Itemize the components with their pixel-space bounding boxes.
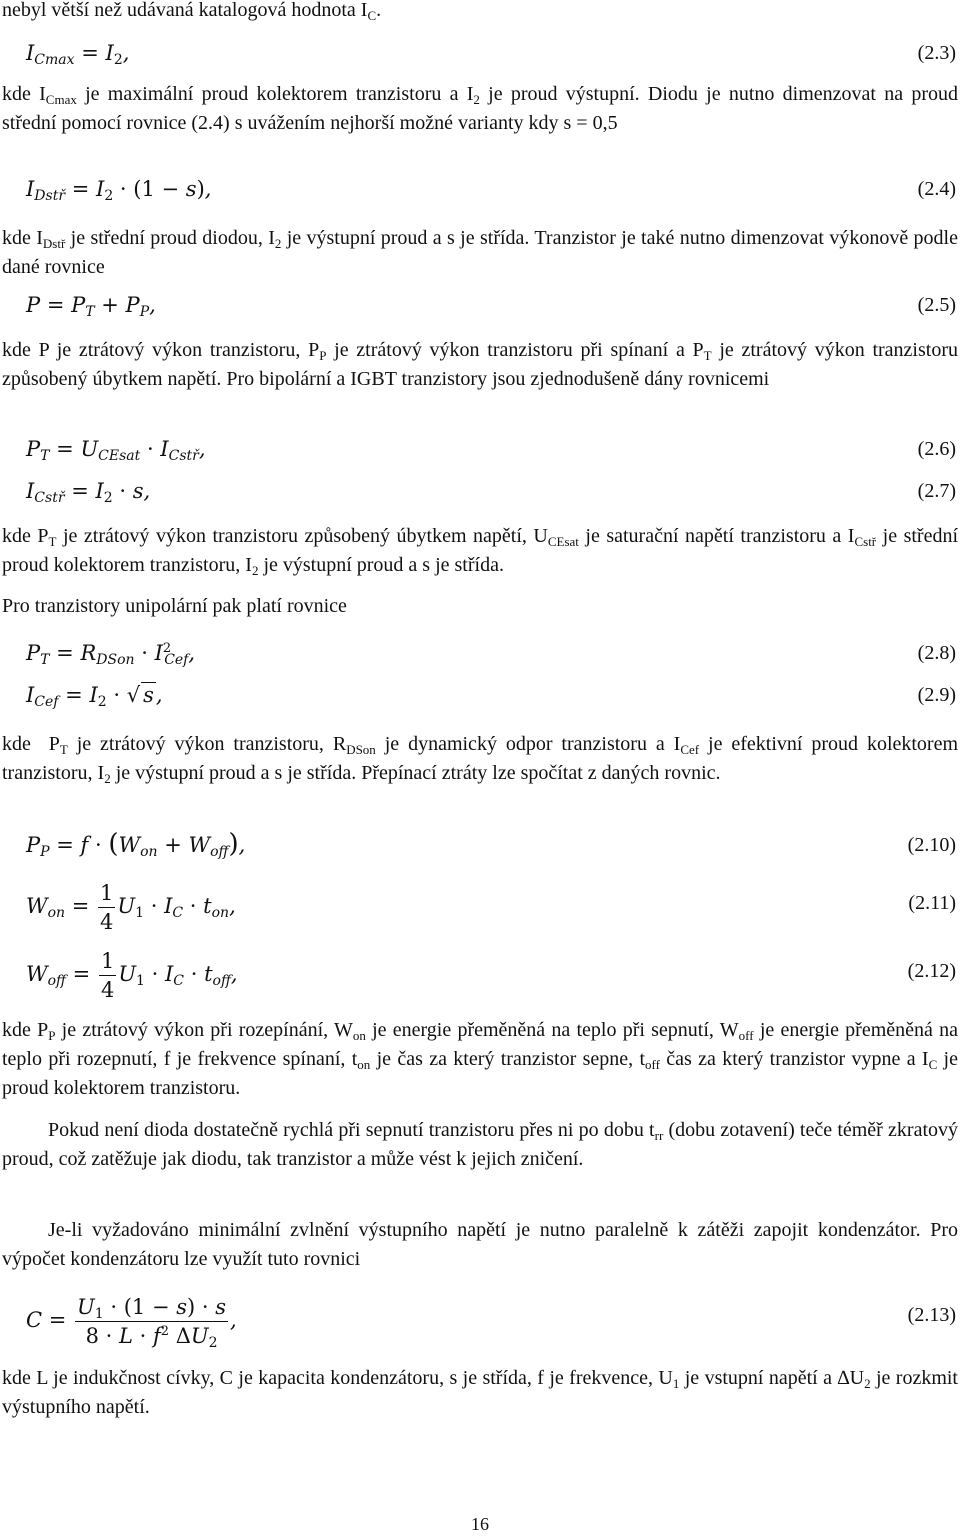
equation-2-13: C = $\frac{U_1 \cdot (1 - s) \cdot s}{8 \cdot L \cdot f^2 \Delta U_2}$ , (2.13): [26, 1295, 956, 1351]
equation-number: (2.12): [907, 960, 956, 982]
paragraph-unipolar: kde $P_T$ je ztrátový výkon tranzistoru, $R_{DSon}$ je dynamický odpor tranzistoru a $I_{Cef}$ je efektivní proud kolektorem tranzistoru, $I_2$ je výstupní proud a s je střída. Přepínací ztráty lze spočítat z daných rovnic.: [2, 733, 959, 786]
page-number: 16: [471, 1514, 489, 1534]
equation-2-3: $I_{Cmax} = I_2$, (2.3): [26, 41, 956, 68]
equation-number: (2.5): [917, 294, 956, 316]
equation-number: (2.9): [917, 684, 956, 706]
paragraph-definitions: kde L je indukčnost cívky, C je kapacita kondenzátoru, s je střída, f je frekvence, $U_1$ je vstupní napětí a $\Delta U_2$ je rozkmit výstupního napětí.: [2, 1367, 958, 1418]
paragraph-bipolar: kde $P_T$ je ztrátový výkon tranzistoru způsobený úbytkem napětí, $U_{CEsat}$ je saturační napětí tranzistoru a $I_{Cstř}$ je střední proud kolektorem tranzistoru, $I_2$ je výstupní proud a s je střída.: [2, 525, 959, 578]
paragraph-unipolar-intro: Pro tranzistory unipolární pak platí rovnice: [2, 595, 347, 617]
equation-number: (2.3): [917, 42, 956, 64]
equation-number: (2.6): [917, 438, 956, 460]
equation-2-5: $P = P_T + P_P$, (2.5): [26, 293, 956, 320]
equation-2-8: $P_T = R_{DSon} \cdot I^2_{Cef}$, (2.8): [26, 641, 956, 668]
equation-number: (2.13): [907, 1304, 956, 1326]
equation-2-10: $P_P = f \cdot (W_{on} + W_{off})$, (2.10): [26, 829, 956, 860]
equation-2-11: $W_{on}$ = $\frac{1}{4}$ $U_1 \cdot I_C \cdot t_{on}$, (2.11): [26, 881, 956, 934]
equation-number: (2.7): [917, 480, 956, 502]
equation-number: (2.10): [907, 834, 956, 856]
equation-2-12: $W_{off}$ = $\frac{1}{4}$ $U_1 \cdot I_C \cdot t_{off}$, (2.12): [26, 949, 956, 1002]
equation-2-7: $I_{Cstř} = I_2 \cdot s$, (2.7): [26, 479, 956, 506]
paragraph-intro: nebyl větší než udávaná katalogová hodnota $I_C$.: [2, 0, 382, 23]
paragraph-capacitor: Je-li vyžadováno minimální zvlnění výstupního napětí je nutno paralelně k zátěži zapojit kondenzátor. Pro výpočet kondenzátoru lze využít tuto rovnici: [2, 1219, 958, 1270]
equation-2-6: $P_T = U_{CEsat} \cdot I_{Cstř}$, (2.6): [26, 437, 956, 464]
paragraph-power: kde P je ztrátový výkon tranzistoru, $P_P$ je ztrátový výkon tranzistoru při spínaní a $P_T$ je ztrátový výkon tranzistoru způsobený úbytkem napětí. Pro bipolární a IGBT tranzistory jsou zjednodušeně dány rovnicemi: [2, 339, 958, 390]
equation-2-9: $I_{Cef} = I_2$ · √ s, (2.9): [26, 683, 956, 710]
paragraph-switching: kde $P_P$ je ztrátový výkon při rozepínání, $W_{on}$ je energie přeměněná na teplo při sepnutí, $W_{off}$ je energie přeměněná na teplo při rozepnutí, f je frekvence spínaní, $t_{on}$ je čas za který tranzistor sepne, $t_{off}$ čas za který tranzistor vypne a $I_C$ je proud kolektorem tranzistoru.: [2, 1019, 958, 1099]
equation-number: (2.8): [917, 642, 956, 664]
equation-number: (2.4): [917, 178, 956, 200]
paragraph-icmax: kde $I_{Cmax}$ je maximální proud kolektorem tranzistoru a $I_2$ je proud výstupní. Diodu je nutno dimenzovat na proud střední pomocí rovnice (2.4) s uvážením nejhorší možné varianty kdy s = 0,5: [2, 83, 958, 134]
paragraph-idstr: kde $I_{Dstř}$ je střední proud diodou, $I_2$ je výstupní proud a s je střída. Tranzistor je také nutno dimenzovat výkonově podle dané rovnice: [2, 227, 958, 278]
equation-2-4: $I_{Dstř} = I_2 \cdot (1 - s)$, (2.4): [26, 177, 956, 204]
equation-number: (2.11): [908, 892, 956, 914]
paragraph-diode: Pokud není dioda dostatečně rychlá při sepnutí tranzistoru přes ni po dobu $t_{rr}$ (dobu zotavení) teče téměř zkratový proud, což zatěžuje jak diodu, tak tranzistor a může vést k jejich zničení.: [2, 1119, 959, 1170]
